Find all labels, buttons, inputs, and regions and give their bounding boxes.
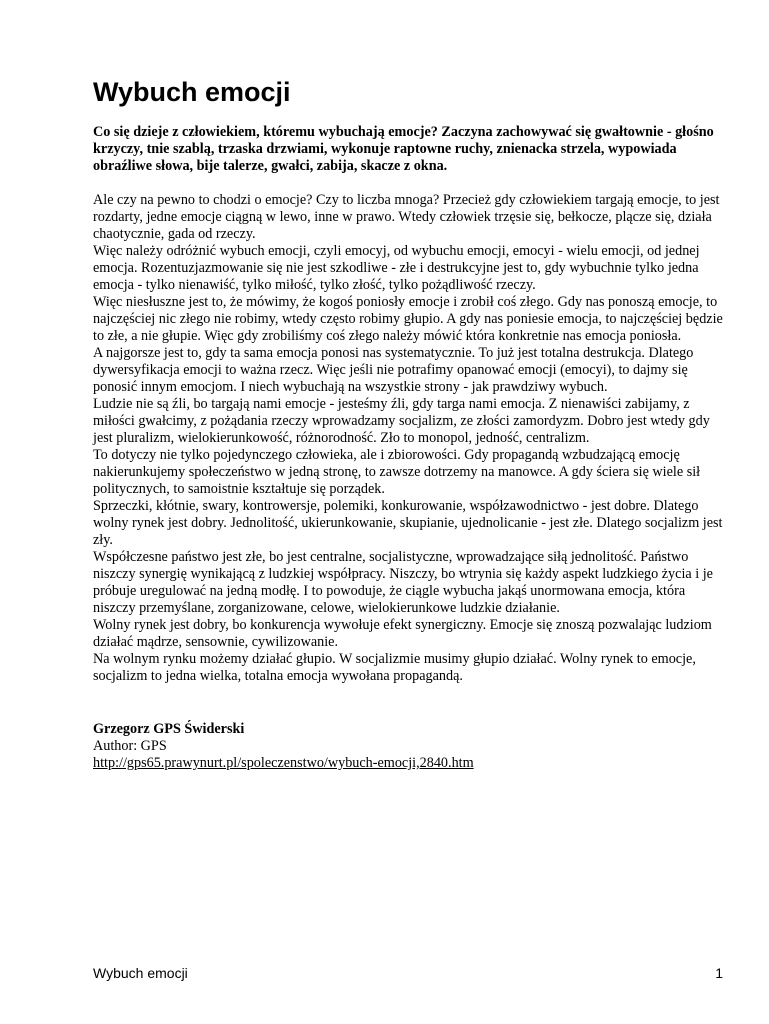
author-name: Grzegorz GPS Świderski <box>93 721 245 737</box>
page-footer <box>93 964 723 982</box>
paragraph: Sprzeczki, kłótnie, swary, kontrowersje, polemiki, konkurowanie, współzawodnictwo - jest dobre. Dlatego wolny rynek jest dobry. Jednolitość, ukierunkowanie, skupianie, ujednolicanie - jest złe. Dlatego socjalizm jest zły. <box>93 498 723 548</box>
paragraph: Współczesne państwo jest złe, bo jest centralne, socjalistyczne, wprowadzające siłą jednolitość. Państwo niszczy synergię wynikającą z ludzkiej współpracy. Niszczy, bo wtrynia się każdy aspekt ludzkiego życia i je próbuje uregulować na jedną modłę. I to powoduje, że ciągle wybucha jakąś unormowana emocja, która niszczy przemyślane, zorganizowane, celowe, wielokierunkowe ludzkie działanie. <box>93 549 713 616</box>
paragraph: Więc niesłuszne jest to, że mówimy, że kogoś poniosły emocje i zrobił coś złego. Gdy nas ponoszą emocje, to najczęściej nic złego nie robimy, wtedy często robimy głupio. A gdy nas poniesie emocja, to najczęściej będzie to złe, a nie głupie. Więc gdy zrobiliśmy coś złego należy mówić która konkretnie nas emocja poniosła. <box>93 294 723 344</box>
author-line: Author: GPS <box>93 738 167 754</box>
paragraph: To dotyczy nie tylko pojedynczego człowieka, ale i zbiorowości. Gdy propagandą wzbudzającą emocję nakierunkujemy społeczeństwo w jedną stronę, to zawsze dotrzemy na manowce. A gdy ściera się wiele sił politycznych, to samoistnie kształtuje się porządek. <box>93 447 701 497</box>
document-title: Wybuch emocji <box>93 77 291 107</box>
paragraph: A najgorsze jest to, gdy ta sama emocja ponosi nas systematycznie. To już jest totalna destrukcja. Dlatego dywersyfikacja emocji to ważna rzecz. Więc jeśli nie potrafimy opanować emocji (emocyi), to dajmy się ponosić innym emocjom. I niech wybuchają na wszystkie strony - jak prawdziwy wybuch. <box>93 345 694 395</box>
paragraph: Ludzie nie są źli, bo targają nami emocje - jesteśmy źli, gdy targa nami emocja. Z nienawiści zabijamy, z miłości gwałcimy, z pożądania rzeczy wprowadzamy socjalizm, ze złości zamordyzm. Dobro jest wtedy gdy jest pluralizm, wielokierunkowość, różnorodność. Zło to monopol, jedność, centralizm. <box>93 396 710 446</box>
signature-block <box>93 721 474 772</box>
footer-title: Wybuch emocji <box>93 965 188 981</box>
paragraph: Wolny rynek jest dobry, bo konkurencja wywołuje efekt synergiczny. Emocje się znoszą pozwalając ludziom działać mądrze, sensownie, cywilizowanie. <box>93 617 712 650</box>
lead-paragraph: Co się dzieje z człowiekiem, któremu wybuchają emocje? Zaczyna zachowywać się gwałtownie - głośno krzyczy, tnie szablą, trzaska drzwiami, wykonuje raptowne ruchy, znienacka strzela, wypowiada obraźliwe słowa, bije talerze, gwałci, zabija, skacze z okna. <box>93 124 714 174</box>
paragraph: Na wolnym rynku możemy działać głupio. W socjalizmie musimy głupio działać. Wolny rynek to emocje, socjalizm to jedna wielka, totalna emocja wywołana propagandą. <box>93 651 696 684</box>
paragraph: Ale czy na pewno to chodzi o emocje? Czy to liczba mnoga? Przecież gdy człowiekiem targają emocje, to jest rozdarty, jedne emocje ciągną w lewo, inne w prawo. Wtedy człowiek trzęsie się, bełkocze, plącze się, działa chaotycznie, gada od rzeczy. <box>93 192 720 242</box>
page-number: 1 <box>715 965 723 981</box>
source-link[interactable]: http://gps65.prawynurt.pl/spoleczenstwo/wybuch-emocji,2840.htm <box>93 755 474 771</box>
article-body <box>93 192 724 685</box>
paragraph: Więc należy odróżnić wybuch emocji, czyli emocyj, od wybuchu emocji, emocyi - wielu emocji, od jednej emocja. Rozentuzjazmowanie się nie jest szkodliwe - złe i destrukcyjne jest to, gdy wybuchnie tylko jedna emocja - tylko nienawiść, tylko miłość, tylko złość, tylko pożądliwość rzeczy. <box>93 243 700 293</box>
